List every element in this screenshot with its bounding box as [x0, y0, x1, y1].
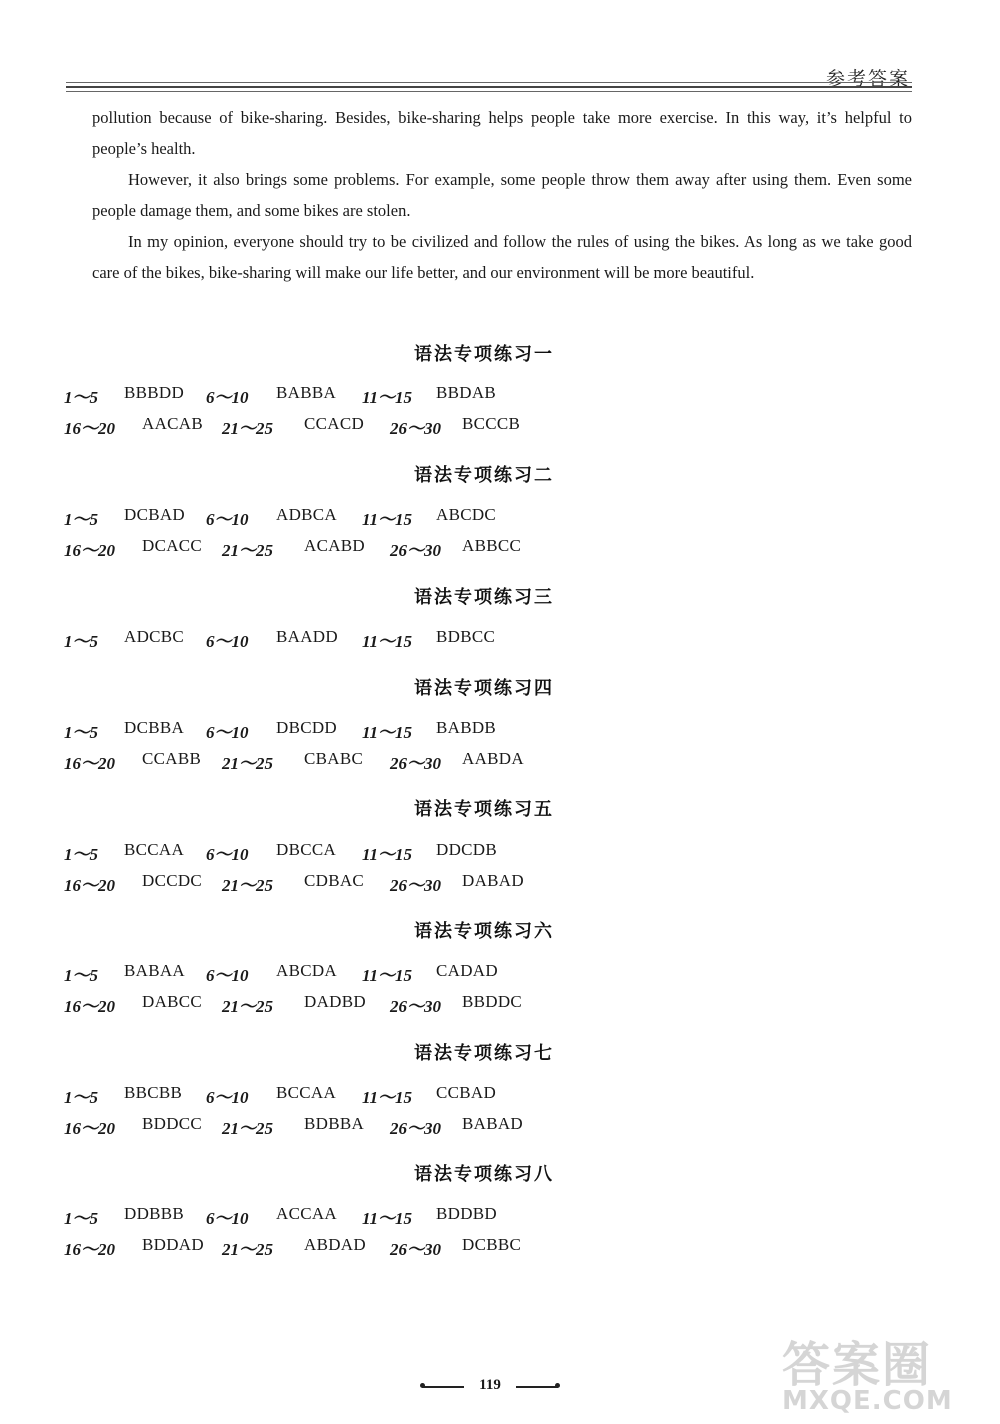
- answer-value: BABAA: [124, 961, 186, 980]
- answer-value: BBCBB: [124, 1083, 183, 1102]
- answer-value: ADBCA: [276, 505, 338, 524]
- range-label: 6～10: [206, 1209, 249, 1228]
- answer-value: BCCAA: [124, 840, 185, 859]
- answer-value: DBCCA: [276, 840, 337, 859]
- range-label: 16～20: [64, 997, 115, 1016]
- range-label: 11～15: [362, 510, 413, 529]
- section-title: 语法专项练习八: [414, 1164, 554, 1185]
- range-label: 21～25: [222, 754, 273, 773]
- answer-value: DDBBB: [124, 1204, 185, 1223]
- range-label: 16～20: [64, 876, 115, 895]
- range-label: 26～30: [390, 541, 441, 560]
- answer-value: BCCAA: [276, 1083, 337, 1102]
- answer-value: ADCBC: [124, 627, 185, 646]
- answer-value: ABDAD: [304, 1235, 366, 1254]
- answer-value: AACAB: [142, 414, 204, 433]
- ornament-dot: [555, 1383, 560, 1388]
- answer-value: BBDDC: [462, 992, 523, 1011]
- range-label: 16～20: [64, 419, 115, 438]
- watermark-logo: [782, 1326, 972, 1416]
- essay-paragraph: In my opinion, everyone should try to be civilized and follow the rules of using the bikes. As long as we take good care of the bikes, bike-sharing will make our life better, and our environment will be more beautiful.: [92, 232, 912, 282]
- range-label: 6～10: [206, 1088, 249, 1107]
- range-label: 1～5: [64, 1209, 98, 1228]
- range-label: 1～5: [64, 845, 98, 864]
- answer-value: BCCCB: [462, 414, 521, 433]
- answer-value: BBBDD: [124, 383, 185, 402]
- essay-paragraph: However, it also brings some problems. For example, some people throw them away after using them. Even some people damage them, and some bikes are stolen.: [92, 170, 912, 220]
- range-label: 6～10: [206, 723, 249, 742]
- header-rule: [66, 91, 912, 92]
- answer-value: BABAD: [462, 1114, 524, 1133]
- range-label: 6～10: [206, 510, 249, 529]
- range-label: 26～30: [390, 1240, 441, 1259]
- answer-value: AABDA: [462, 749, 524, 768]
- answer-value: CADAD: [436, 961, 498, 980]
- section-title: 语法专项练习七: [414, 1043, 554, 1064]
- answer-value: BABDB: [436, 718, 497, 737]
- answer-value: DABCC: [142, 992, 203, 1011]
- header-title: 参考答案: [825, 68, 910, 90]
- answer-value: CCBAD: [436, 1083, 497, 1102]
- range-label: 6～10: [206, 845, 249, 864]
- range-label: 6～10: [206, 632, 249, 651]
- section-title: 语法专项练习五: [414, 799, 554, 820]
- page-footer: [420, 1374, 560, 1398]
- answer-value: ACABD: [304, 536, 366, 555]
- range-label: 1～5: [64, 388, 98, 407]
- header-rule: [66, 82, 912, 83]
- range-label: 16～20: [64, 1119, 115, 1138]
- section-title: 语法专项练习四: [414, 678, 554, 699]
- answer-value: BDBCC: [436, 627, 496, 646]
- range-label: 1～5: [64, 723, 98, 742]
- range-label: 21～25: [222, 1240, 273, 1259]
- range-label: 11～15: [362, 845, 413, 864]
- page-number: 119: [479, 1377, 501, 1393]
- range-label: 1～5: [64, 966, 98, 985]
- essay-text: [92, 102, 912, 288]
- range-label: 11～15: [362, 1088, 413, 1107]
- answer-value: BAADD: [276, 627, 338, 646]
- range-label: 1～5: [64, 632, 98, 651]
- range-label: 11～15: [362, 1209, 413, 1228]
- header-rule: [66, 86, 912, 88]
- answer-value: BBDAB: [436, 383, 497, 402]
- range-label: 11～15: [362, 966, 413, 985]
- section-title: 语法专项练习六: [414, 921, 554, 942]
- range-label: 16～20: [64, 754, 115, 773]
- answer-value: DCBAD: [124, 505, 186, 524]
- watermark-url: MXQE.COM: [782, 1386, 953, 1416]
- answer-value: BDBBA: [304, 1114, 365, 1133]
- answer-value: DADBD: [304, 992, 366, 1011]
- range-label: 1～5: [64, 1088, 98, 1107]
- range-label: 6～10: [206, 966, 249, 985]
- range-label: 6～10: [206, 388, 249, 407]
- range-label: 21～25: [222, 997, 273, 1016]
- answer-value: DBCDD: [276, 718, 338, 737]
- range-label: 21～25: [222, 876, 273, 895]
- answer-value: DABAD: [462, 871, 524, 890]
- range-label: 1～5: [64, 510, 98, 529]
- answer-value: ABBCC: [462, 536, 522, 555]
- range-label: 11～15: [362, 723, 413, 742]
- answer-value: DCBBA: [124, 718, 185, 737]
- answer-value: CBABC: [304, 749, 364, 768]
- section-title: 语法专项练习一: [414, 344, 554, 365]
- answer-value: CDBAC: [304, 871, 365, 890]
- answer-value: ABCDA: [276, 961, 338, 980]
- range-label: 16～20: [64, 1240, 115, 1259]
- essay-paragraph: pollution because of bike-sharing. Besides, bike-sharing helps people take more exercise. In this way, it’s helpful to people’s health.: [92, 108, 912, 158]
- range-label: 11～15: [362, 388, 413, 407]
- ornament-line: [422, 1386, 464, 1388]
- range-label: 21～25: [222, 541, 273, 560]
- answer-value: ABCDC: [436, 505, 497, 524]
- range-label: 26～30: [390, 1119, 441, 1138]
- range-label: 26～30: [390, 876, 441, 895]
- watermark-text: 答案圈: [782, 1337, 933, 1393]
- section-title: 语法专项练习二: [414, 465, 554, 486]
- answer-value: DDCDB: [436, 840, 498, 859]
- range-label: 11～15: [362, 632, 413, 651]
- range-label: 26～30: [390, 419, 441, 438]
- range-label: 21～25: [222, 419, 273, 438]
- answer-value: ACCAA: [276, 1204, 338, 1223]
- ornament-line: [516, 1386, 558, 1388]
- answer-value: CCABB: [142, 749, 202, 768]
- answer-value: BABBA: [276, 383, 337, 402]
- answer-value: DCACC: [142, 536, 203, 555]
- range-label: 26～30: [390, 997, 441, 1016]
- answer-value: CCACD: [304, 414, 365, 433]
- answer-value: BDDBD: [436, 1204, 498, 1223]
- range-label: 26～30: [390, 754, 441, 773]
- answer-value: BDDAD: [142, 1235, 204, 1254]
- answer-value: BDDCC: [142, 1114, 203, 1133]
- section-title: 语法专项练习三: [414, 587, 554, 608]
- range-label: 16～20: [64, 541, 115, 560]
- range-label: 21～25: [222, 1119, 273, 1138]
- answer-value: DCBBC: [462, 1235, 522, 1254]
- answer-value: DCCDC: [142, 871, 203, 890]
